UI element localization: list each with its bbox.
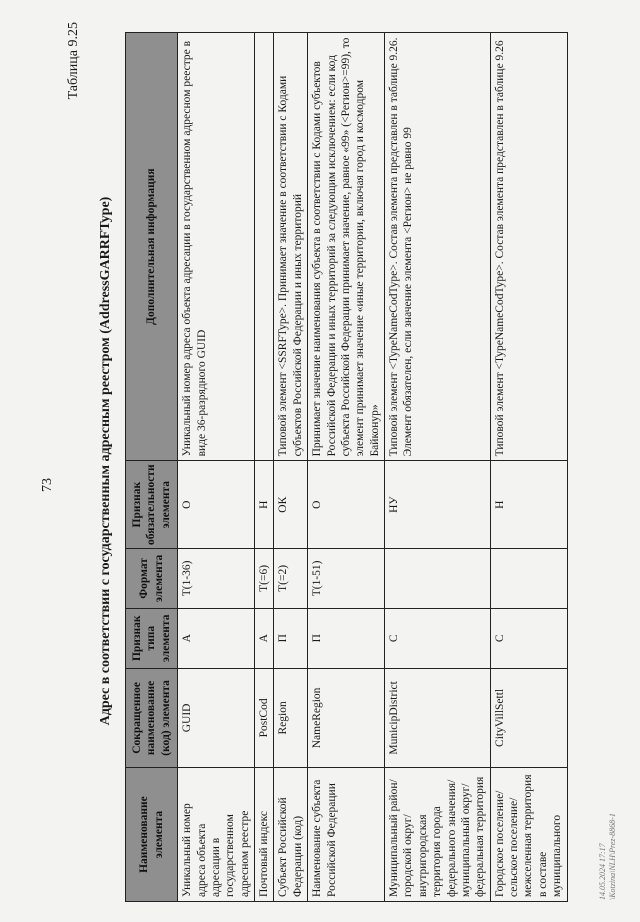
cell-abbr: Region [274,668,308,768]
cell-abbr: MunicipDistrict [385,668,491,768]
cell-required: Н [490,461,567,549]
print-footer [598,813,619,900]
cell-info: Типовой элемент <TypeNameCodType>. Состав элемента представлен в таблице 9.26. Элемент обязателен, если значение элемента <Регион> не равно 99 [385,33,491,461]
header-abbr: Сокращенное наименование (код) элемента [126,668,178,768]
table-row [274,33,308,902]
cell-type: С [490,608,567,668]
table-row [385,33,491,902]
cell-name: Наименование субъекта Российской Федерации [308,768,385,902]
cell-format: T(=6) [255,548,274,608]
cell-format: T(=2) [274,548,308,608]
cell-abbr: CityVillSettl [490,668,567,768]
cell-info: Принимает значение наименования субъекта в соответствии с Кодами субъектов Российской Федерации и иных территорий за следующим исключением: если код субъекта Российской Федерации принимает значение, равное «99» (<Регион>=99), то элемент принимает значение «иные территории, включая город и космодром Байконур» [308,33,385,461]
cell-name: Уникальный номер адреса объекта адресации в государственном адресном реестре [178,768,255,902]
cell-info: Уникальный номер адреса объекта адресации в государственном адресном реестре в виде 36-разрядного GUID [178,33,255,461]
header-required: Признак обязательности элемента [126,461,178,549]
table-title: Адрес в соответствии с государственным адресным реестром (AddressGARRFType) [98,196,113,726]
table-row [308,33,385,902]
cell-format [385,548,491,608]
cell-format [490,548,567,608]
table-header-row [126,33,178,902]
cell-name: Муниципальный район/городской округ/внутригородская территория города федерального значения/муниципальный округ/федеральная территория [385,768,491,902]
cell-type: А [255,608,274,668]
cell-type: П [308,608,385,668]
footer-timestamp: 14.05.2024 17:17 [598,843,607,900]
cell-format: T(1-36) [178,548,255,608]
cell-abbr: NameRegion [308,668,385,768]
cell-required: НУ [385,461,491,549]
cell-abbr: GUID [178,668,255,768]
cell-required: ОК [274,461,308,549]
cell-name: Почтовый индекс [255,768,274,902]
cell-required: О [178,461,255,549]
cell-required: О [308,461,385,549]
address-table [125,32,568,902]
header-name: Наименование элемента [126,768,178,902]
cell-info: Типовой элемент <SSRFType>. Принимает значение в соответствии с Кодами субъектов Российской Федерации и иных территорий [274,33,308,461]
table-row [490,33,567,902]
cell-info [255,33,274,461]
footer-path: \Kotzina\NLH\Prez-8868-1 [608,813,618,900]
table-label: Таблица 9.25 [66,22,81,100]
header-format: Формат элемента [126,548,178,608]
cell-abbr: PostCod [255,668,274,768]
header-info: Дополнительная информация [126,33,178,461]
cell-name: Городское поселение/сельское поселение/межселенная территория в составе муниципального [490,768,567,902]
cell-info: Типовой элемент <TypeNameCodType>. Состав элемента представлен в таблице 9.26 [490,33,567,461]
cell-type: А [178,608,255,668]
cell-type: С [385,608,491,668]
page-number: 73 [40,478,55,492]
table-row [178,33,255,902]
cell-required: Н [255,461,274,549]
cell-name: Субъект Российской Федерации (код) [274,768,308,902]
cell-type: П [274,608,308,668]
cell-format: T(1-51) [308,548,385,608]
table-row [255,33,274,902]
header-type: Признак типа элемента [126,608,178,668]
